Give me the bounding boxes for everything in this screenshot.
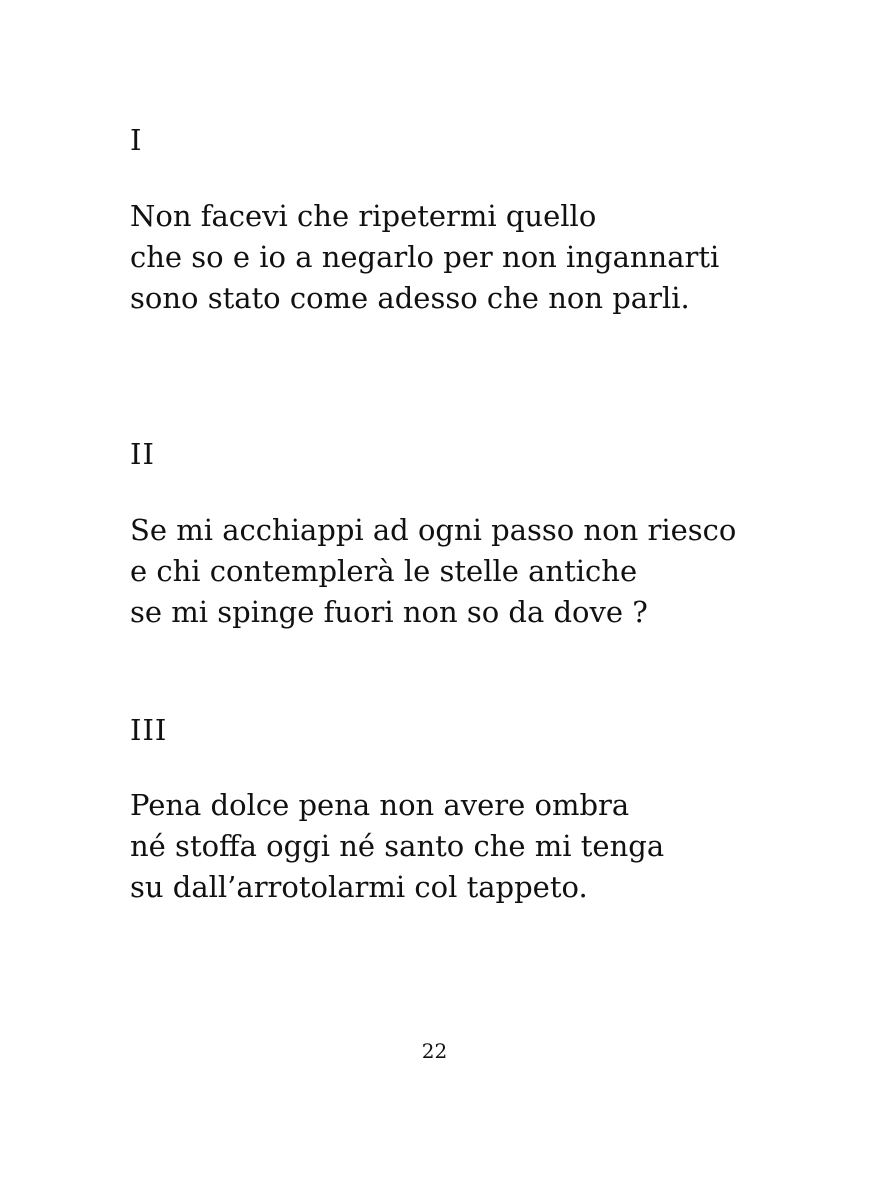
poem-numeral: II	[130, 437, 155, 471]
verse-line: né stoffa oggi né santo che mi tenga	[130, 829, 665, 863]
verse-line: Se mi acchiappi ad ogni passo non riesco	[130, 513, 737, 547]
verse-line: Non facevi che ripetermi quello	[130, 199, 597, 233]
verse-line: Pena dolce pena non avere ombra	[130, 788, 630, 822]
poem-stanza	[130, 785, 664, 908]
verse-line: e chi contemplerà le stelle antiche	[130, 554, 638, 588]
verse-line: su dall’arrotolarmi col tappeto.	[130, 870, 588, 904]
poem-stanza	[130, 196, 719, 319]
verse-line: sono stato come adesso che non parli.	[130, 281, 690, 315]
verse-line: se mi spinge fuori non so da dove ?	[130, 595, 648, 629]
page-number: 22	[421, 1039, 448, 1063]
poem-numeral: I	[130, 123, 143, 157]
verse-line: che so e io a negarlo per non ingannarti	[130, 240, 720, 274]
poem-numeral: III	[130, 713, 168, 747]
poem-stanza	[130, 510, 736, 633]
